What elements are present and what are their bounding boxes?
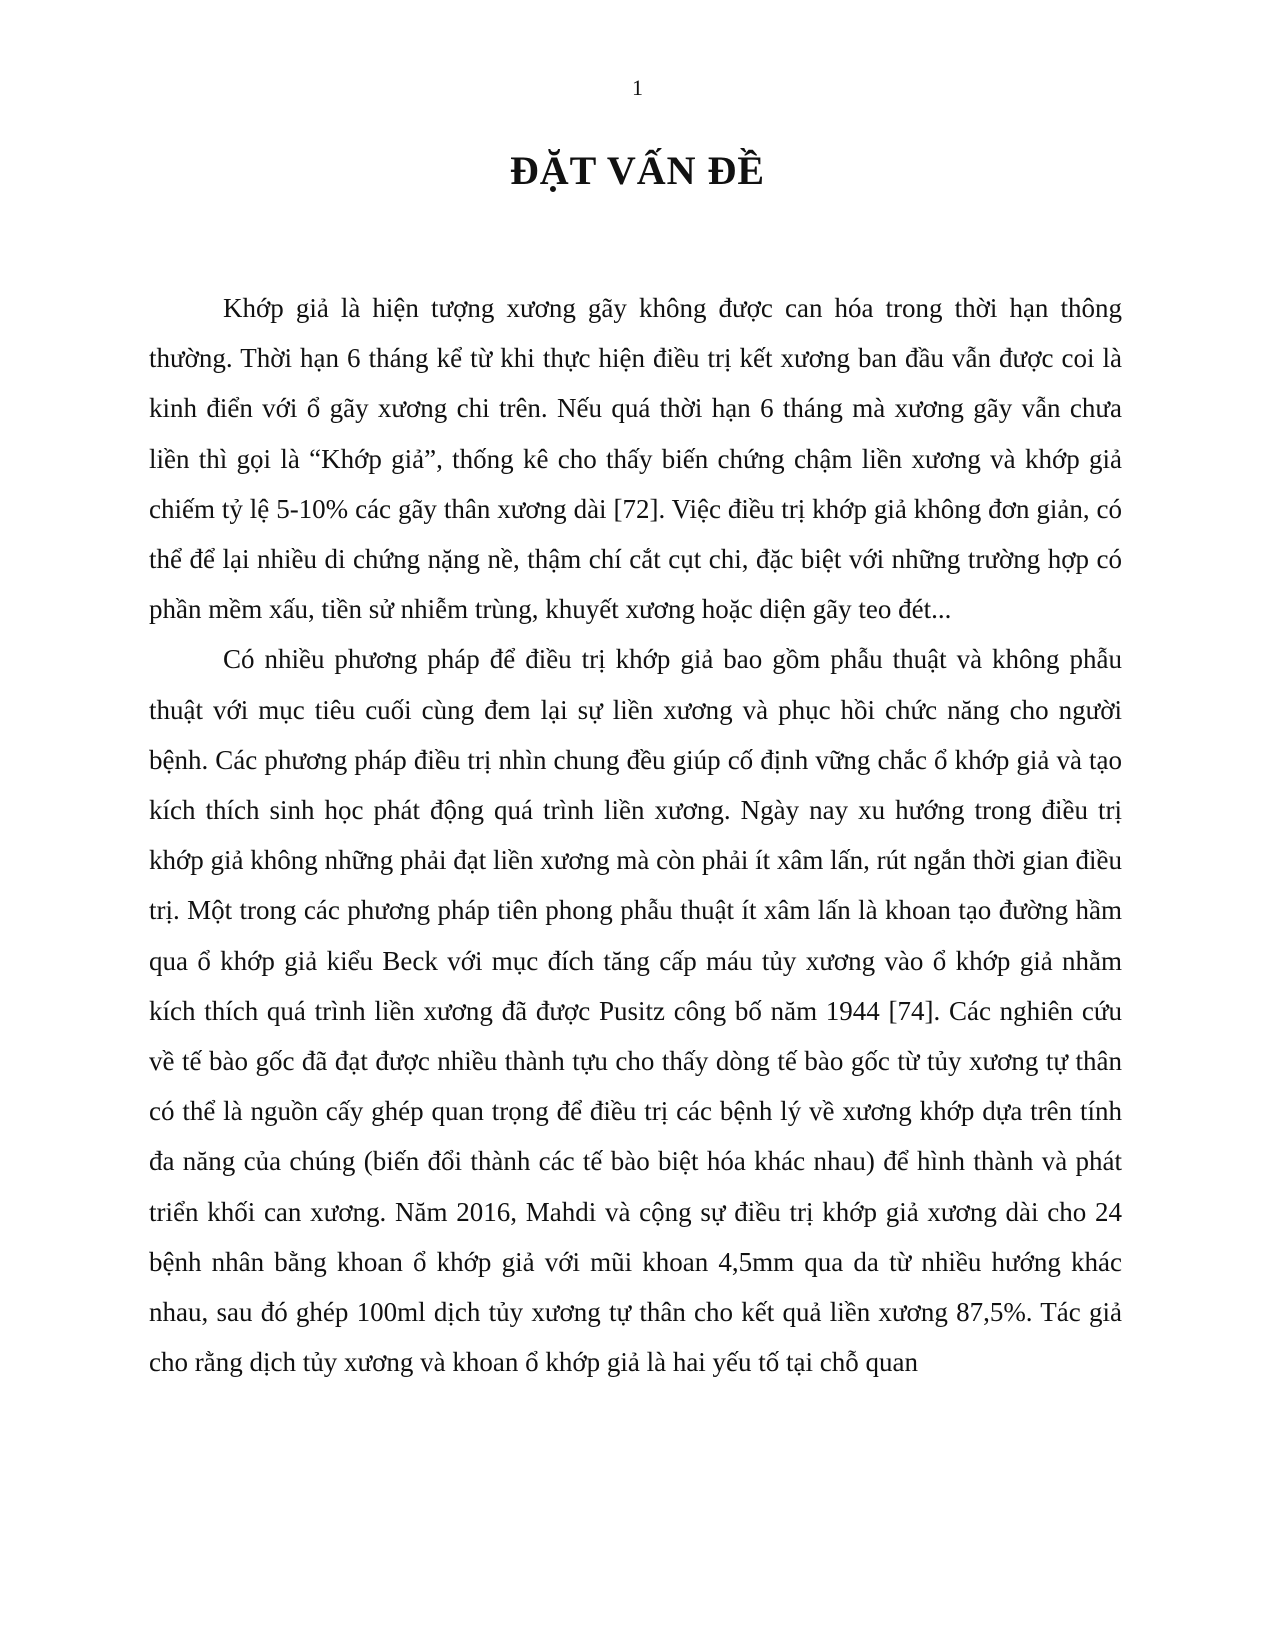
body-text	[149, 283, 1122, 1387]
paragraph-2: Có nhiều phương pháp để điều trị khớp giả bao gồm phẫu thuật và không phẫu thuật với mục tiêu cuối cùng đem lại sự liền xương và phục hồi chức năng cho người bệnh. Các phương pháp điều trị nhìn chung đều giúp cố định vững chắc ổ khớp giả và tạo kích thích sinh học phát động quá trình liền xương. Ngày nay xu hướng trong điều trị khớp giả không những phải đạt liền xương mà còn phải ít xâm lấn, rút ngắn thời gian điều trị. Một trong các phương pháp tiên phong phẫu thuật ít xâm lấn là khoan tạo đường hầm qua ổ khớp giả kiểu Beck với mục đích tăng cấp máu tủy xương vào ổ khớp giả nhằm kích thích quá trình liền xương đã được Pusitz công bố năm 1944 [74]. Các nghiên cứu về tế bào gốc đã đạt được nhiều thành tựu cho thấy dòng tế bào gốc từ tủy xương tự thân có thể là nguồn cấy ghép quan trọng để điều trị các bệnh lý về xương khớp dựa trên tính đa năng của chúng (biến đổi thành các tế bào biệt hóa khác nhau) để hình thành và phát triển khối can xương. Năm 2016, Mahdi và cộng sự điều trị khớp giả xương dài cho 24 bệnh nhân bằng khoan ổ khớp giả với mũi khoan 4,5mm qua da từ nhiều hướng khác nhau, sau đó ghép 100ml dịch tủy xương tự thân cho kết quả liền xương 87,5%. Tác giả cho rằng dịch tủy xương và khoan ổ khớp giả là hai yếu tố tại chỗ quan	[149, 644, 1122, 1378]
page-title: ĐẶT VẤN ĐỀ	[509, 148, 766, 193]
paragraph-1: Khớp giả là hiện tượng xương gãy không được can hóa trong thời hạn thông thường. Thời hạn 6 tháng kể từ khi thực hiện điều trị kết xương ban đầu vẫn được coi là kinh điển với ổ gãy xương chi trên. Nếu quá thời hạn 6 tháng mà xương gãy vẫn chưa liền thì gọi là “Khớp giả”, thống kê cho thấy biến chứng chậm liền xương và khớp giả chiếm tỷ lệ 5-10% các gãy thân xương dài [72]. Việc điều trị khớp giả không đơn giản, có thể để lại nhiều di chứng nặng nề, thậm chí cắt cụt chi, đặc biệt với những trường hợp có phần mềm xấu, tiền sử nhiễm trùng, khuyết xương hoặc diện gãy teo đét...	[149, 293, 1122, 625]
page-number: 1	[632, 75, 643, 100]
